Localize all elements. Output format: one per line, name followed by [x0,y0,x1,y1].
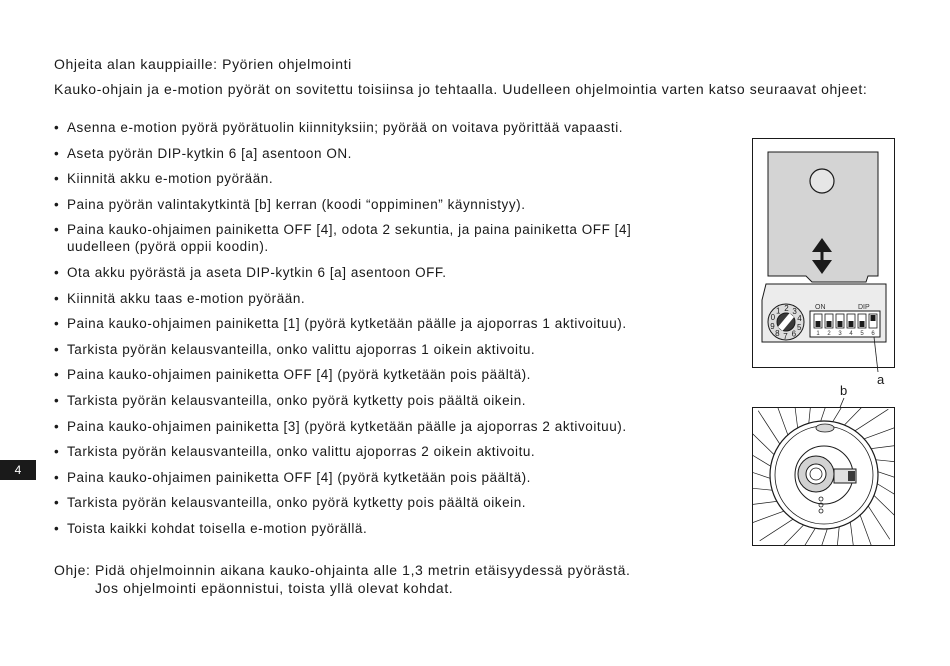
page-heading: Ohjeita alan kauppiaille: Pyörien ohjelmointi [54,56,352,72]
dip-switch-knob [849,321,854,327]
step-item: • Tarkista pyörän kelausvanteilla, onko pyörä kytketty pois päältä oikein. [54,392,654,409]
dip-switch-knob [860,321,865,327]
step-item: • Asenna e-motion pyörä pyörätuolin kiinnityksiin; pyörää on voitava pyörittää vapaasti. [54,119,654,136]
dip-switch-figure [752,138,896,388]
callout-a: a [877,372,885,387]
rotary-digit: 0 [770,313,776,323]
step-item: • Paina kauko-ohjaimen painiketta OFF [4] (pyörä kytketään pois päältä). [54,366,654,383]
step-item: • Paina kauko-ohjaimen painiketta OFF [4] (pyörä kytketään pois päältä). [54,469,654,486]
dip-switch-number: 2 [827,331,831,337]
step-item: • Paina kauko-ohjaimen painiketta [3] (pyörä kytketään päälle ja ajoporras 2 aktivoituu). [54,418,654,435]
step-list [54,119,654,546]
dip-switch-number: 3 [838,331,842,337]
step-item: • Toista kaikki kohdat toisella e-motion pyörällä. [54,520,654,537]
on-label: ON [815,304,826,311]
note-block [54,561,631,597]
dip-switch-number: 4 [849,331,853,337]
step-item: • Tarkista pyörän kelausvanteilla, onko valittu ajoporras 2 oikein aktivoitu. [54,443,654,460]
wheel-illustration [752,380,896,550]
step-item: • Ota akku pyörästä ja aseta DIP-kytkin 6 [a] asentoon OFF. [54,264,654,281]
step-item: • Paina kauko-ohjaimen painiketta [1] (pyörä kytketään päälle ja ajoporras 1 aktivoituu). [54,315,654,332]
wheel-figure [752,380,896,550]
hole-icon [810,169,834,193]
dip-switch-number: 6 [871,331,875,337]
rotary-digit: 3 [792,307,797,316]
step-item: • Paina pyörän valintakytkintä [b] kerran (koodi “oppiminen” käynnistyy). [54,196,654,213]
rotary-digit: 1 [775,306,781,316]
step-item: • Tarkista pyörän kelausvanteilla, onko valittu ajoporras 1 oikein aktivoitu. [54,341,654,358]
intro-text: Kauko-ohjain ja e-motion pyörät on sovitettu toisiinsa jo tehtaalla. Uudelleen ohjelmointia varten katso seuraavat ohjeet: [54,81,868,97]
rotary-digit: 8 [775,329,780,338]
callout-b: b [840,383,848,398]
note-line-2: Jos ohjelmointi epäonnistui, toista yllä olevat kohdat. [95,580,454,596]
rotary-switch [768,304,804,341]
step-item: • Aseta pyörän DIP-kytkin 6 [a] asentoon ON. [54,145,654,162]
dip-switch-knob [827,321,832,327]
note-line-1: Pidä ohjelmoinnin aikana kauko-ohjainta alle 1,3 metrin etäisyydessä pyörästä. [95,562,631,578]
dip-switch-knob [871,315,876,321]
dip-switch-number: 5 [860,331,864,337]
dip-label: DIP [858,304,870,311]
step-item: • Paina kauko-ohjaimen painiketta OFF [4], odota 2 sekuntia, ja paina painiketta OFF [4] uudelleen (pyörä oppii koodin). [54,221,654,255]
note-prefix: Ohje: [54,562,91,578]
rotary-digit: 6 [791,329,797,339]
dip-switch-number: 1 [816,331,820,337]
rotary-digit: 4 [797,314,802,324]
rotary-digit: 2 [784,304,789,313]
dip-switch-illustration [752,138,896,388]
rotary-digit: 7 [783,332,788,341]
step-item: • Kiinnitä akku taas e-motion pyörään. [54,290,654,307]
dip-switch-knob [816,321,821,327]
step-item: • Tarkista pyörän kelausvanteilla, onko pyörä kytketty pois päältä oikein. [54,494,654,511]
rotary-digit: 5 [796,322,802,332]
rotary-digit: 9 [770,321,775,331]
selector-switch [816,424,834,432]
page-number-tab: 4 [0,460,36,480]
dip-switch-knob [838,321,843,327]
step-item: • Kiinnitä akku e-motion pyörään. [54,170,654,187]
